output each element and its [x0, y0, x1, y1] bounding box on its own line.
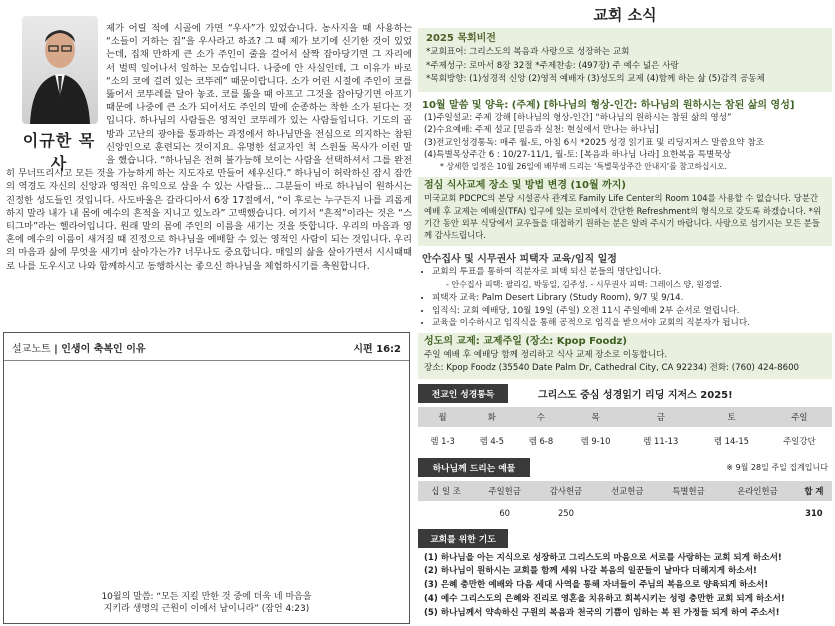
reading-tab: 전교인 성경통독 — [418, 384, 508, 403]
offering-header-cell: 특별헌금 — [658, 481, 719, 501]
reading-cell: 주일강단 — [783, 435, 816, 446]
prayer-item: (1) 하나님을 아는 지식으로 성장하고 그리스도의 마음으로 서로를 사랑하는 교회 되게 하소서! — [424, 552, 782, 563]
pastor-message: 제가 어릴 적에 시골에 가면 “우사”가 있었습니다. 농사지을 때 사용하는 “소들이 거하는 집”을 우사라고 하죠? 그 때 제가 보기에 신기한 것이 있었는데, 집채 만하게 큰 소가 주인이 줄을 걸어서 살짝 잡아당기면 그 자리에서 벌떡 일어나서 일하는 모습입니다. 나중에 안 사실인데, 그 이유가 바로 “소의 코에 걸려 있는 코뚜레” 때문이랍니다. 소가 어린 시절에 주인이 코를 뚫어서 코뚜레를 달아 놓죠. 코를 뚫을 때 아프고 그것을 잡아당기면 아프기 때문에 나중에 큰 소가 되어서도 주인의 말에 순종하는 착한 소가 된다는 것입니다. 하나님의 사람들은 영적인 코뚜레가 있는 사람들입니다. 기도의 골방과 고난의 광야를 통과하는 과정에서 하나님만을 전심으로 의지하는 참된 신앙인으로 훈련되는 것이지요. 유명한 설교자인 척 스윈돌 목사가 이런 말을 했습니다. “하나님은 전혀 불가능해 보이는 사람을 선택하셔서 그를 완전히 무너뜨리시고 모든 것을 가능하게 하는 지도자로 만들어 세우신다.” 하나님이 허락하신 잠시 잠깐의 역경도 자신의 신앙과 영적인 유익으로 삼을 수 있는 사람들... 그분들이 바로 하나님이 원하시는 진정한 성도들인 것입니다. 사도바울은 갈라디아서 6장 17절에서, “이 후로는 누구든지 나를 괴롭게 하지 말라 내가 내 몸에 예수의 흔적을 지니고 있노라” 고백했습니다. 여기서 “흔적”이라는 것은 “스티그마”라는 헬라어입니다. 원래 말의 몸에 주인의 이름을 새기는 것을 뜻합니다. 우리의 마음과 영혼에 예수의 이름이 새겨질 때 진정으로 하나님을 예배할 수 있는 영적인 사람이 되는 것입니다. 우리의 마음과 삶에 무엇을 새기며 살아가는가? 너무나도 중요합니다. 매일의 삶을 살아가면서 시시때때로 나를 도우시고 나와 함께하시고 동행하시는 좋으신 하나님을 체험하시기를 축원합니다. — [6, 23, 412, 272]
deacon-heading: 안수집사 및 시무권사 피택자 교육/임직 일정 — [422, 254, 617, 266]
reading-cell: 렘 6-8 — [528, 435, 554, 446]
prayer-list — [418, 548, 832, 621]
monthly-verse-line1: 10월의 말씀: “모든 지킬 만한 것 중에 더욱 네 마음을 — [101, 592, 312, 602]
vision-panel — [418, 28, 832, 92]
offering-header-cell: 십 일 조 — [418, 481, 474, 501]
oct-line: (4)특별목상주간 6 : 10/27-11/1, 월-토: [복음과 하나님 나라] 요한복음 특별묵상 — [424, 149, 731, 160]
vision-line: *목회방향: (1)성경적 신앙 (2)영적 예배자 (3)성도의 교제 (4)함께 하는 삶 (5)감격 공동체 — [426, 74, 765, 85]
reading-cell: 렘 11-13 — [643, 435, 679, 446]
oct-line: (2)수요예배: 주제 설교 [믿음과 실천: 현실에서 만나는 하나님] — [424, 125, 659, 136]
offering-memo: ※ 9월 28일 주일 집계입니다 — [726, 462, 828, 472]
oct-note: * 상세한 일정은 10월 26일에 배부해 드리는 ‘특별묵상주간 안내지’를 참고하십시오. — [440, 162, 727, 171]
reading-title: 그리스도 중심 성경읽기 리딩 지저스 2025! — [538, 389, 733, 401]
oct-heading: 10월 말씀 및 양육: (주제) [하나님의 형상-인간: 하나님의 원하시는 참된 삶의 영성] — [422, 100, 795, 112]
offering-tab: 하나님께 드리는 예물 — [418, 458, 530, 477]
day-header: 토 — [696, 407, 767, 427]
reading-cell: 렘 14-15 — [713, 435, 749, 446]
offering-header — [418, 458, 832, 477]
pastor-column — [0, 0, 412, 626]
sermon-notes-header: 설교노트 | 인생이 축복인 이유 시편 16:2 — [4, 333, 409, 361]
lunch-panel — [418, 177, 832, 246]
pastor-name: 이규한 목사 — [22, 131, 96, 173]
day-header: 수 — [516, 407, 565, 427]
vision-line: *주제성구: 로마서 8장 32절 *주제찬송: (497장) 주 예수 넓은 사랑 — [426, 60, 679, 71]
oct-line: (1)주일설교: 주제 강해 [하나님의 형상-인간] “하나님의 원하시는 참된 삶의 영성” — [424, 113, 732, 124]
offering-header-cell: 주일헌금 — [474, 481, 535, 501]
fellowship-line: 장소: Kpop Foodz (35540 Date Palm Dr, Cathedral City, CA 92234) 전화: (760) 424-8600 — [424, 362, 800, 373]
offering-header-cell: 선교헌금 — [597, 481, 658, 501]
reading-header — [418, 384, 832, 403]
prayer-item: (4) 예수 그리스도의 은혜와 진리로 영혼을 치유하고 회복시키는 성령 충만한 교회 되게 하소서! — [424, 593, 785, 604]
offering-cell — [597, 501, 658, 524]
offering-cell — [418, 501, 474, 524]
offering-header-cell: 감사헌금 — [535, 481, 596, 501]
monthly-verse — [4, 591, 409, 615]
offering-total: 310 — [805, 507, 823, 518]
reading-cell: 렘 9-10 — [580, 435, 611, 446]
monthly-verse-line2: 지키라 생명의 근원이 이에서 남이니라” (잠언 4:23) — [103, 604, 310, 614]
list-item: • 피택자 교육: Palm Desert Library (Study Room), 9/7 및 9/14. — [432, 292, 832, 305]
reading-cell: 렘 1-3 — [430, 435, 455, 446]
oct-block — [418, 112, 832, 173]
deacon-names: - 안수집사 피택: 팔리김, 박동일, 김주성. - 시무권사 피택: 그레이스 양, 원경열. — [446, 280, 722, 290]
offering-header-cell: 온라인헌금 — [719, 481, 796, 501]
sermon-scripture: 시편 16:2 — [353, 344, 401, 355]
day-header: 주일 — [767, 407, 832, 427]
reading-table — [418, 407, 832, 455]
sermon-notes-label: 설교노트 — [12, 344, 51, 355]
reading-cell: 렘 4-5 — [479, 435, 504, 446]
prayer-header — [418, 527, 832, 548]
prayer-item: (5) 하나님께서 약속하신 구원의 복음과 천국의 기쁨이 임하는 복 된 가정들 되게 하여 주소서! — [424, 607, 780, 618]
sermon-notes-box — [3, 332, 410, 624]
offering-table — [418, 481, 832, 524]
lunch-body: 미국교회 PDCPC의 본당 시설공사 관계로 Family Life Center의 Room 104를 사용할 수 없습니다. 당분간 예배 후 교제는 예배실(TFA) 입구에 있는 로비에서 간단한 Refreshment의 형식으로 갖도록 하겠습니다. *위 기간 동안 외부 식당에서 교우들을 대접하기 원하는 분은 알려 주시기 바랍니다. 사랑으로 섬기시는 모든 분들께 감사드립니다. — [424, 193, 821, 241]
table-header-row — [418, 407, 832, 427]
lunch-heading: 점심 식사교제 장소 및 방법 변경 (10월 까지) — [424, 180, 626, 192]
vision-heading: 2025 목회비전 — [426, 33, 496, 44]
offering-cell: 60 — [499, 507, 511, 518]
day-header: 월 — [418, 407, 467, 427]
fellowship-heading: 성도의 교제: 교제주일 (장소: Kpop Foodz) — [424, 336, 627, 348]
offering-cell — [719, 501, 796, 524]
prayer-item: (3) 은혜 충만한 예배와 다음 세대 사역을 통해 자녀들이 주님의 복음으로 양육되게 하소서! — [424, 580, 769, 591]
sermon-title: 인생이 축복인 이유 — [61, 344, 146, 355]
vision-line: *교회표어: 그리스도의 복음과 사랑으로 성장하는 교회 — [426, 46, 630, 57]
day-header: 금 — [625, 407, 696, 427]
news-column — [418, 0, 832, 626]
deacon-list — [418, 266, 832, 330]
prayer-tab: 교회를 위한 기도 — [418, 529, 508, 548]
offering-header-cell: 합 계 — [796, 481, 832, 501]
day-header: 화 — [467, 407, 516, 427]
oct-line: (3)전교인성경통독: 매주 월-토, 아침 6시 *2025 성경 읽기표 및 리딩지저스 말씀요약 참조 — [424, 137, 764, 148]
prayer-item: (2) 하나님이 원하시는 교회를 함께 세워 나갈 복음의 일꾼들이 날마다 더해지게 하소서! — [424, 566, 757, 577]
table-header-row — [418, 481, 832, 501]
day-header: 목 — [566, 407, 626, 427]
table-row — [418, 501, 832, 524]
page-title: 교회 소식 — [593, 6, 657, 24]
list-item: • 교회의 투표를 통하여 직분자로 피택 되신 분들의 명단입니다. - 안수집사 피택: 팔리김, 박동일, 김주성. - 시무권사 피택: 그레이스 양, 원경열. — [432, 266, 832, 292]
list-item: • 교육을 이수하시고 임직식을 통해 공적으로 임직을 받으셔야 교회의 직분자가 됩니다. — [432, 317, 832, 330]
list-item: • 임직식: 교회 예배당, 10월 19일 (주일) 오전 11시 주일예배 2부 순서로 열립니다. — [432, 305, 832, 318]
fellowship-panel — [418, 333, 832, 378]
offering-cell — [658, 501, 719, 524]
offering-cell: 250 — [557, 507, 574, 518]
table-row — [418, 427, 832, 455]
fellowship-line: 주일 예배 후 예배당 함께 정리하고 식사 교제 장소로 이동합니다. — [424, 350, 668, 360]
